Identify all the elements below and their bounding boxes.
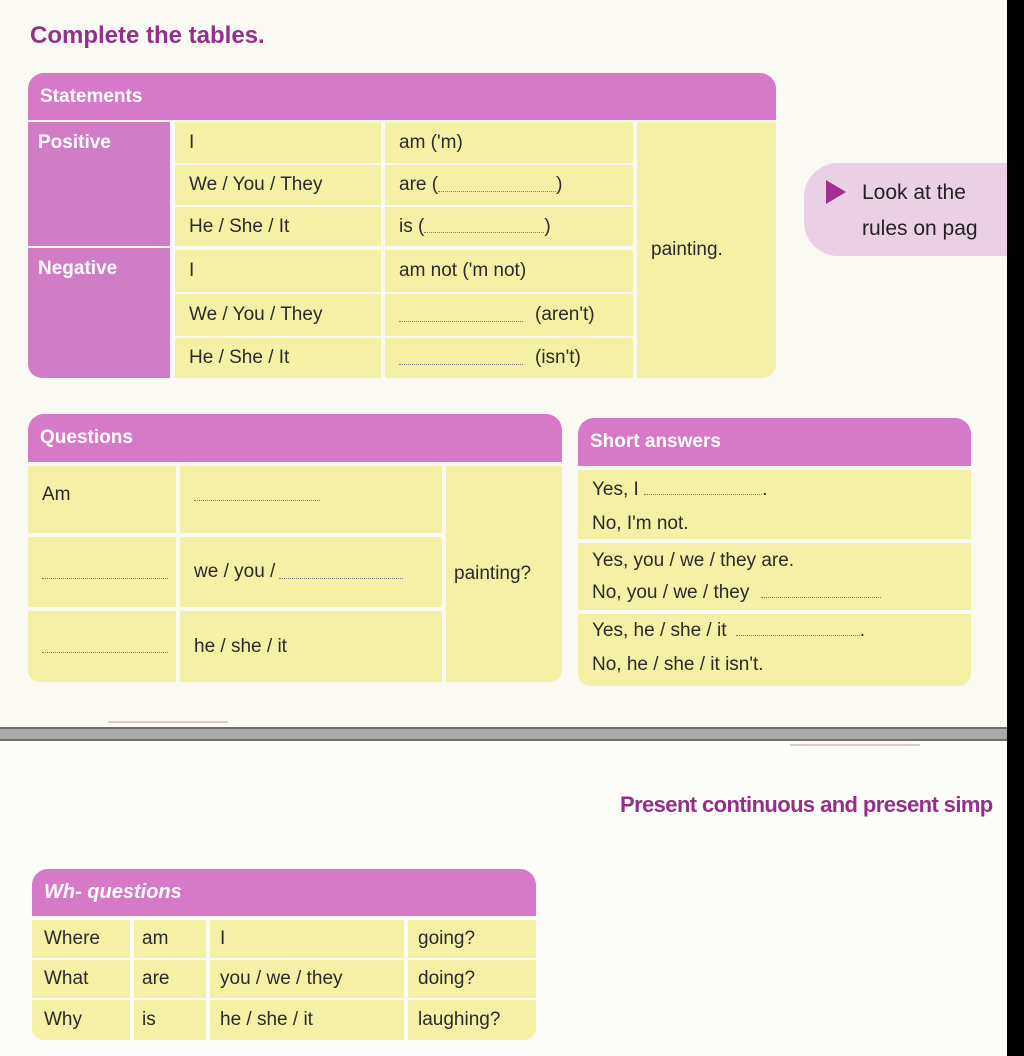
wh-word-1: Where [32,920,130,958]
short-answer-group-1 [578,470,971,539]
statements-main-verb: painting. [637,122,776,378]
blank-short-answer-arent[interactable] [761,585,881,598]
wh-verb-2: doing? [408,960,536,998]
tip-line-2: rules on pag [862,217,978,240]
scan-artifact-left [108,721,228,723]
negative-subject-1: I [175,250,381,292]
wh-questions-header [32,869,536,916]
negative-subject-3: He / She / It [175,338,381,378]
section-subtitle: Present continuous and present simp [620,792,993,817]
short-answer-yes-1 [592,473,767,507]
negative-verb-1: am not ('m not) [385,250,633,292]
short-answer-yes-1-text: Yes, I [592,479,639,500]
negative-label: Negative [28,248,170,378]
short-answer-yes-2: Yes, you / we / they are. [592,550,795,571]
wh-subject-2: you / we / they [210,960,404,998]
short-answer-no-3: No, he / she / it isn't. [592,654,764,675]
wh-subject-1: I [210,920,404,958]
question-subject-2-text: we / you / [194,561,276,582]
short-answer-group-3 [578,614,971,686]
positive-verb-3 [385,207,633,246]
blank-is-contraction[interactable] [424,220,544,233]
positive-verb-3-suffix: ) [544,215,551,237]
negative-verb-3 [385,338,633,378]
short-answer-no-2-text: No, you / we / they [592,582,750,603]
blank-is-not[interactable] [399,352,523,365]
questions-header: Questions [28,414,562,462]
positive-verb-2-prefix: are ( [399,174,439,195]
wh-verb-3: laughing? [408,1000,536,1040]
question-aux-2 [28,537,176,607]
question-aux-3 [28,611,176,682]
blank-question-subject-i[interactable] [194,488,320,501]
positive-subject-2: We / You / They [175,165,381,205]
short-answer-yes-3-end: . [859,620,866,641]
wh-aux-3: is [134,1000,206,1040]
wh-verb-1: going? [408,920,536,958]
question-aux-1: Am [28,466,176,533]
tip-line-1: Look at the [862,181,966,204]
blank-short-answer-is[interactable] [736,623,860,636]
question-subject-2 [180,537,442,607]
blank-question-aux-is[interactable] [42,640,168,653]
wh-word-3: Why [32,1000,130,1040]
negative-verb-3-suffix: (isn't) [535,347,581,368]
statements-header: Statements [28,73,776,120]
blank-question-subject-they[interactable] [279,566,403,579]
page-title: Complete the tables. [30,22,265,49]
short-answer-no-1: No, I'm not. [592,513,689,534]
questions-main-verb: painting? [446,466,562,682]
play-arrow-icon [826,180,846,204]
blank-are-contraction[interactable] [438,179,556,192]
page-divider [0,727,1007,741]
negative-subject-2: We / You / They [175,294,381,336]
positive-verb-3-prefix: is ( [399,215,425,237]
positive-verb-2-suffix: ) [556,174,563,195]
question-subject-1 [180,466,442,533]
negative-verb-2-suffix: (aren't) [535,304,595,325]
short-answer-no-2 [592,577,881,609]
blank-question-aux-are[interactable] [42,566,168,579]
wh-aux-2: are [134,960,206,998]
scan-artifact-right [790,744,920,746]
short-answer-group-2 [578,543,971,610]
positive-subject-1: I [175,122,381,163]
short-answer-yes-3-text: Yes, he / she / it [592,620,727,641]
short-answer-yes-1-end: . [762,479,768,500]
short-answers-header: Short answers [578,418,971,466]
positive-label: Positive [28,122,170,246]
blank-short-answer-am[interactable] [644,482,762,495]
short-answer-yes-3 [592,614,865,648]
wh-questions-header-text: Wh- questions [44,881,182,903]
positive-verb-1: am ('m) [385,122,633,163]
wh-word-2: What [32,960,130,998]
wh-aux-1: am [134,920,206,958]
positive-verb-2 [385,165,633,205]
wh-subject-3: he / she / it [210,1000,404,1040]
positive-subject-3: He / She / It [175,207,381,246]
rules-tip [804,163,1007,256]
negative-verb-2 [385,294,633,336]
question-subject-3: he / she / it [180,611,442,682]
blank-are-not[interactable] [399,309,523,322]
